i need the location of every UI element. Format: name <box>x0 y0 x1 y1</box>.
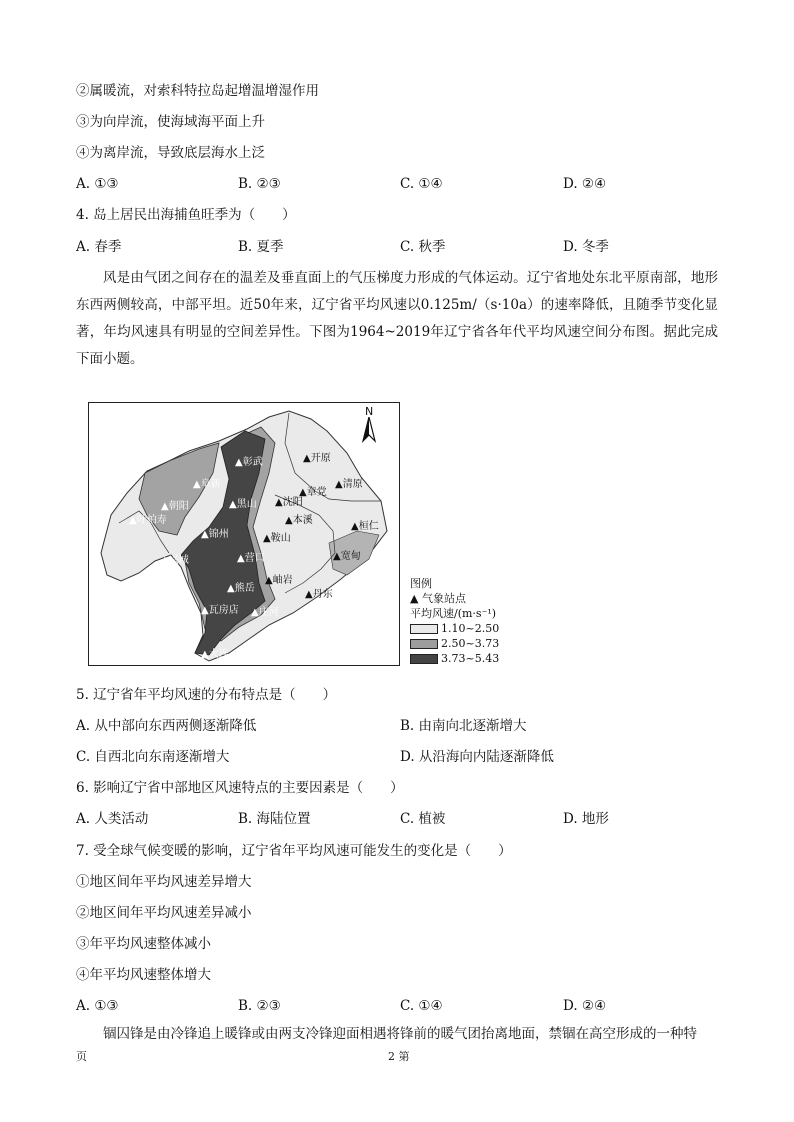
map-legend <box>410 576 499 666</box>
legend-swatch-light <box>410 624 438 634</box>
legend-range-2: 2.50~3.73 <box>410 636 499 651</box>
q7-option-a[interactable]: A. ①③ <box>76 998 119 1014</box>
legend-swatch-dark <box>410 654 438 664</box>
station-2: ▲阜新 <box>193 479 221 490</box>
station-12: ▲鞍山 <box>263 533 291 544</box>
station-3: ▲清原 <box>335 479 363 490</box>
station-5: ▲章党 <box>299 487 327 498</box>
q7-item-1: ①地区间年平均风速差异增大 <box>76 874 252 890</box>
footer-page-number: 2 第 <box>388 1050 410 1063</box>
station-16: ▲绥中 <box>143 573 171 584</box>
reading-passage: 风是由气团之间存在的温差及垂直面上的气压梯度力形成的气体运动。辽宁省地处东北平原南部，地形东西两侧较高，中部平坦。近50年来，辽宁省平均风速以0.125m/（s·10a）的速率降低，且随季节变化显著，年均风速具有明显的空间差异性。下图为1964~2019年辽宁省各年代平均风速空间分布图。据此完成下面小题。 <box>76 270 718 367</box>
station-11: ▲锦州 <box>201 529 229 540</box>
station-4: ▲沈阳 <box>275 497 303 508</box>
q7-item-3: ③年平均风速整体减小 <box>76 936 211 952</box>
q4-option-d[interactable]: D. 冬季 <box>563 239 609 255</box>
legend-swatch-medium <box>410 639 438 649</box>
station-8: ▲本溪 <box>285 515 313 526</box>
station-15: ▲宽甸 <box>333 551 361 562</box>
q7-option-b[interactable]: B. ②③ <box>238 998 281 1014</box>
question-6-stem: 6. 影响辽宁省中部地区风速特点的主要因素是（ ） <box>76 780 404 796</box>
north-arrow-label: N <box>365 405 374 418</box>
station-9: ▲叶柏寿 <box>129 515 167 526</box>
station-7: ▲黑山 <box>229 499 257 510</box>
q6-option-d[interactable]: D. 地形 <box>563 811 609 827</box>
legend-speed-title: 平均风速/(m·s⁻¹) <box>410 607 497 620</box>
answer-option-d[interactable]: D. ②④ <box>563 176 607 192</box>
station-18: ▲岫岩 <box>265 575 293 586</box>
q4-option-a[interactable]: A. 春季 <box>76 239 122 255</box>
q5-option-b[interactable]: B. 由南向北逐渐增大 <box>400 718 527 734</box>
question-5-stem: 5. 辽宁省年平均风速的分布特点是（ ） <box>76 687 337 703</box>
station-14: ▲营口 <box>237 553 265 564</box>
station-1: ▲开原 <box>303 453 331 464</box>
q7-item-2: ②地区间年平均风速差异减小 <box>76 905 252 921</box>
answer-option-b[interactable]: B. ②③ <box>238 176 281 192</box>
question-4-stem: 4. 岛上居民出海捕鱼旺季为（ ） <box>76 207 296 223</box>
q5-option-c[interactable]: C. 自西北向东南逐渐增大 <box>76 749 230 765</box>
station-21: ▲庄河 <box>251 607 279 618</box>
q4-option-c[interactable]: C. 秋季 <box>400 239 446 255</box>
q7-option-c[interactable]: C. ①④ <box>400 998 443 1014</box>
answer-option-c[interactable]: C. ①④ <box>400 176 443 192</box>
q6-option-b[interactable]: B. 海陆位置 <box>238 811 311 827</box>
question-7-stem: 7. 受全球气候变暖的影响，辽宁省年平均风速可能发生的变化是（ ） <box>76 843 512 859</box>
wind-speed-map <box>88 402 400 666</box>
option-item-4: ④为离岸流，导致底层海水上泛 <box>76 145 265 161</box>
q5-option-a[interactable]: A. 从中部向东西两侧逐渐降低 <box>76 718 257 734</box>
legend-station: ▲ 气象站点 <box>410 592 466 605</box>
q5-option-d[interactable]: D. 从沿海向内陆逐渐降低 <box>400 749 554 765</box>
station-6: ▲朝阳 <box>161 501 189 512</box>
next-passage-start: 锢囚锋是由冷锋追上暖锋或由两支冷锋迎面相遇将锋前的暖气团抬离地面，禁锢在高空形成的一种特 <box>103 1026 697 1042</box>
q6-option-c[interactable]: C. 植被 <box>400 811 446 827</box>
answer-option-a[interactable]: A. ①③ <box>76 176 119 192</box>
station-10: ▲桓仁 <box>351 521 379 532</box>
station-13: ▲兴城 <box>161 555 189 566</box>
north-arrow-icon <box>361 417 377 443</box>
option-item-2: ②属暖流，对索科特拉岛起增温增湿作用 <box>76 83 319 99</box>
q6-option-a[interactable]: A. 人类活动 <box>76 811 149 827</box>
legend-range-3: 3.73~5.43 <box>410 651 499 666</box>
station-20: ▲瓦房店 <box>201 605 239 616</box>
option-item-3: ③为向岸流，使海域海平面上升 <box>76 114 265 130</box>
station-22: ▲大连 <box>201 649 229 660</box>
station-0: ▲彰武 <box>235 457 263 468</box>
q7-item-4: ④年平均风速整体增大 <box>76 967 211 983</box>
footer-page-label: 页 <box>76 1050 87 1063</box>
legend-range-1: 1.10~2.50 <box>410 621 499 636</box>
q4-option-b[interactable]: B. 夏季 <box>238 239 284 255</box>
station-17: ▲熊岳 <box>227 583 255 594</box>
map-graphic <box>89 403 399 665</box>
q7-option-d[interactable]: D. ②④ <box>563 998 607 1014</box>
legend-title: 图例 <box>410 577 432 590</box>
station-19: ▲丹东 <box>305 589 333 600</box>
